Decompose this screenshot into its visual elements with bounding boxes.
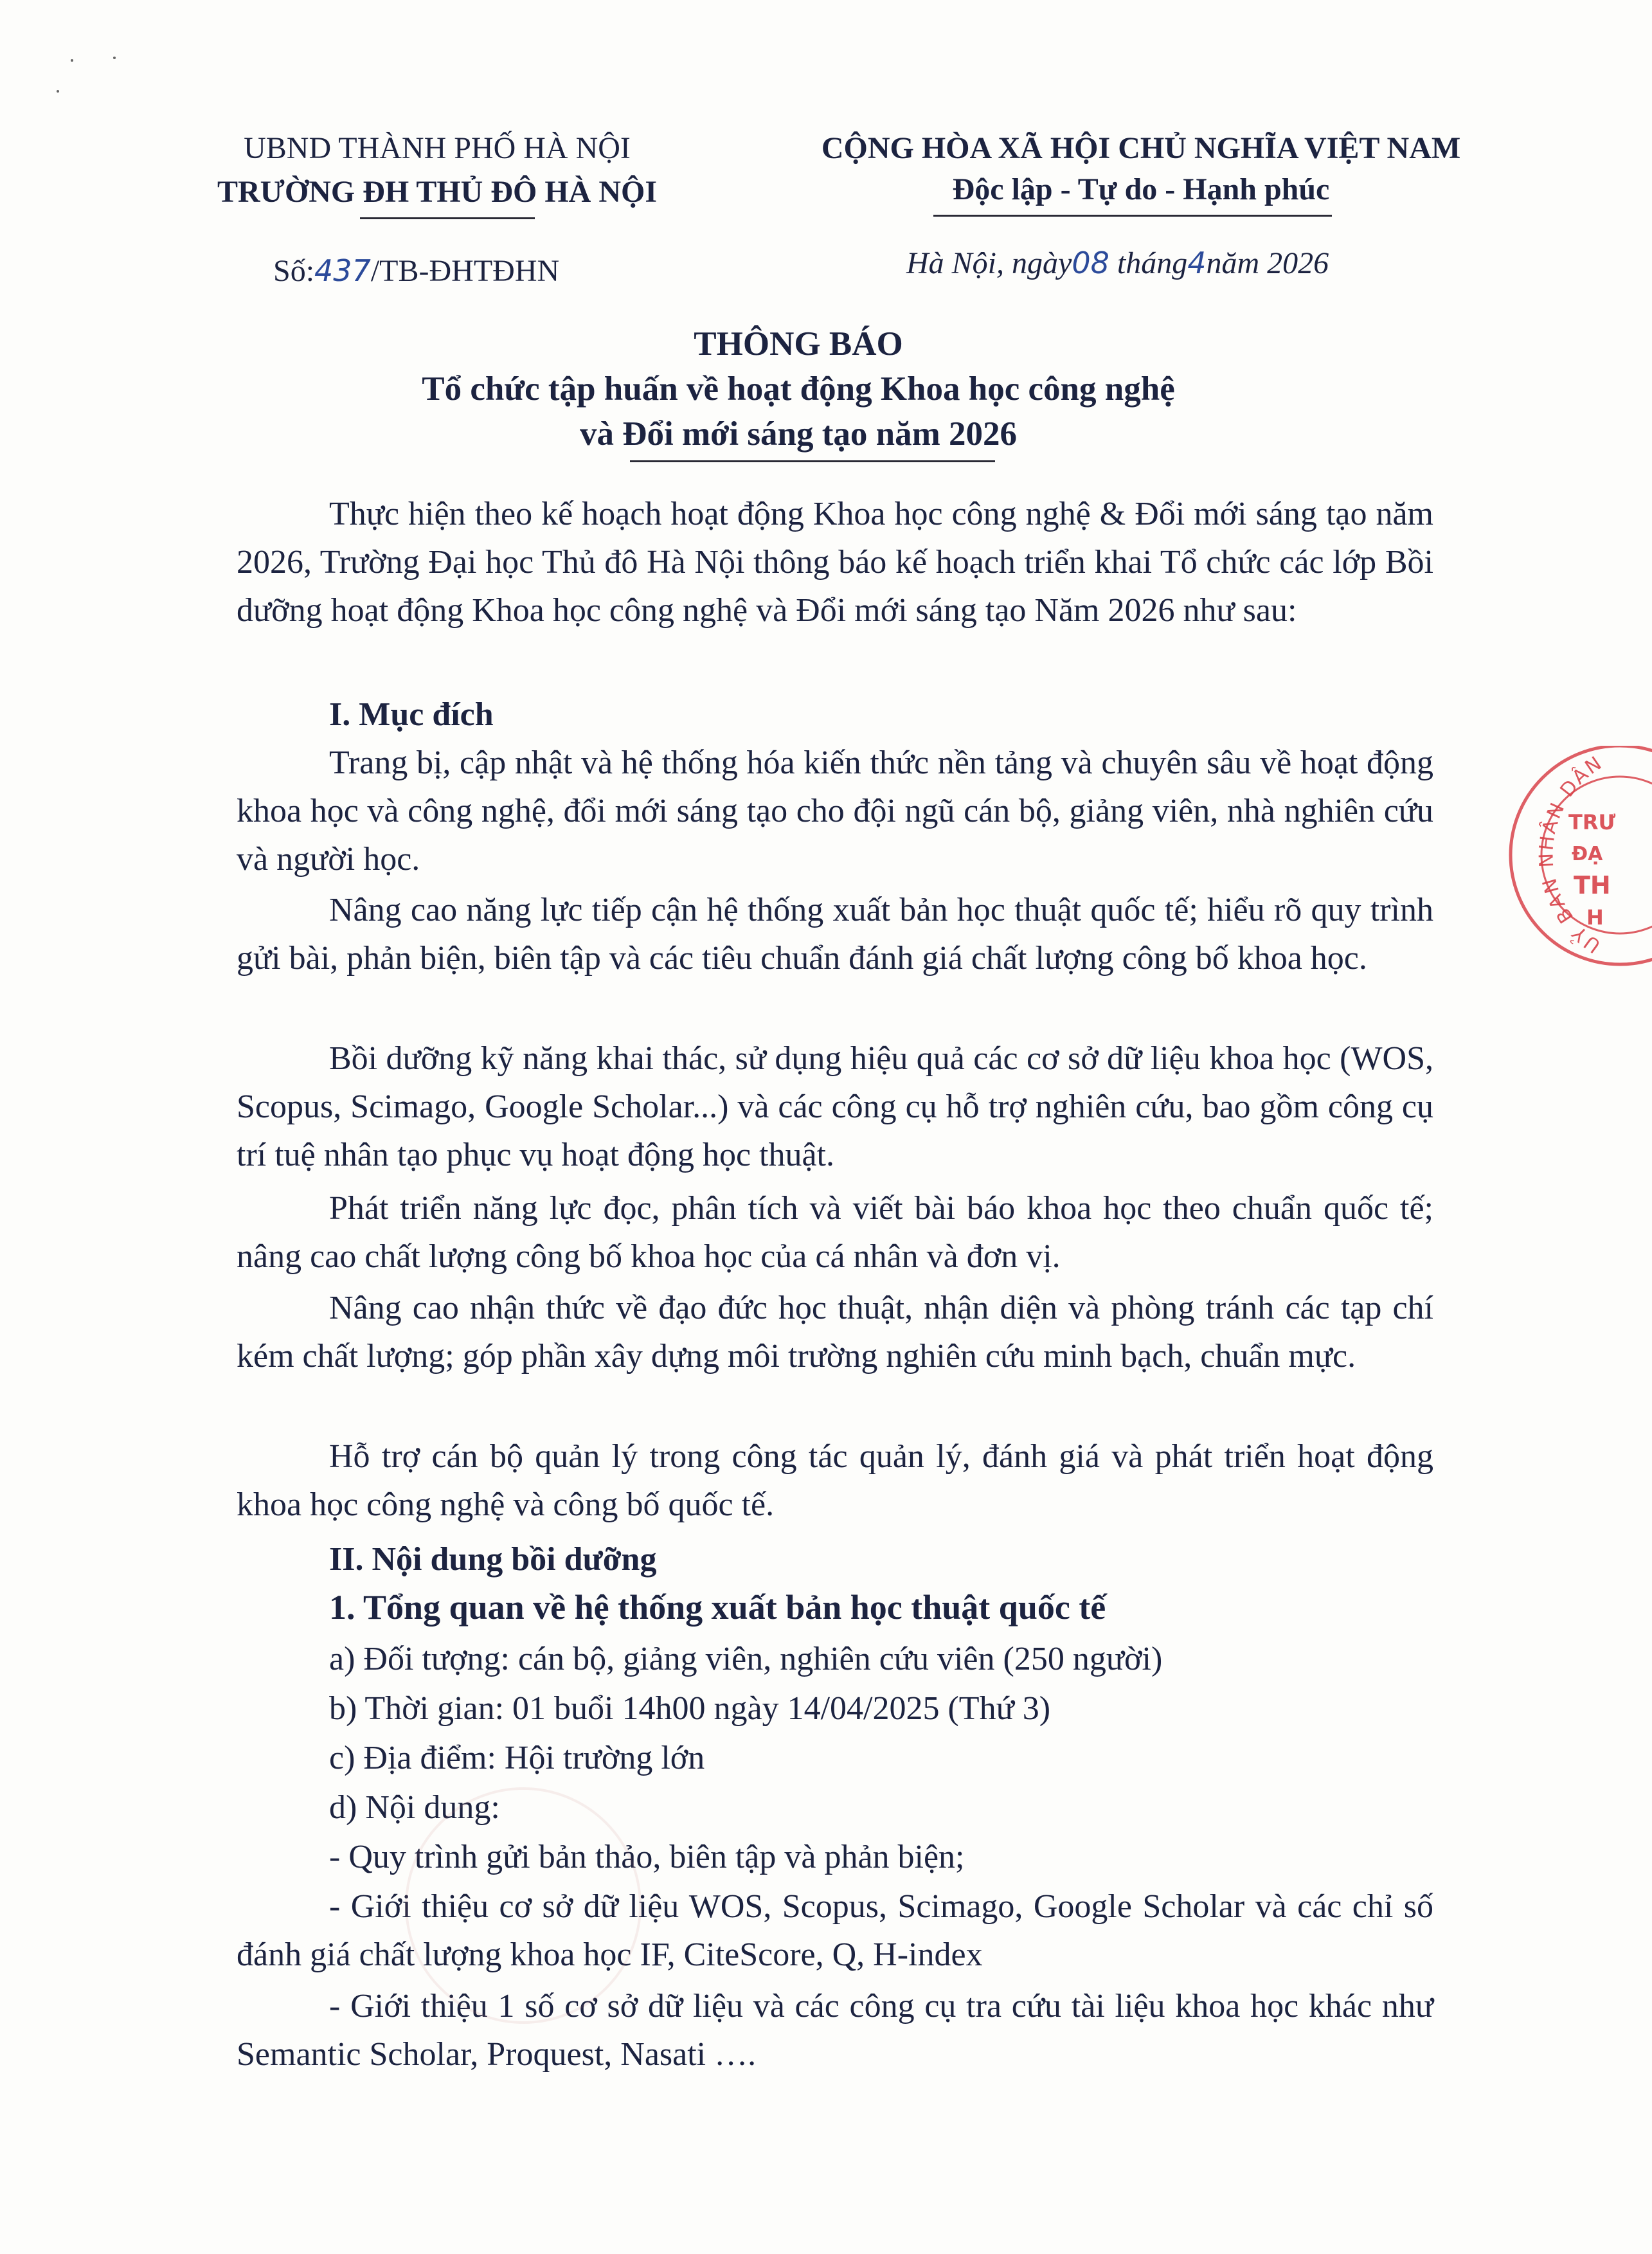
purpose-paragraph-4: Phát triển năng lực đọc, phân tích và viết bài báo khoa học theo chuẩn quốc tế; nâng cao chất lượng công bố khoa học của cá nhân và đơn vị. xyxy=(237,1190,1433,1275)
red-stamp xyxy=(1491,746,1652,977)
date-month-label: tháng xyxy=(1117,246,1188,280)
purpose-paragraph-3: Bồi dưỡng kỹ năng khai thác, sử dụng hiệu quả các cơ sở dữ liệu khoa học (WOS, Scopus, Scimago, Google Scholar...) và các công cụ hỗ trợ nghiên cứu, bao gồm công cụ trí tuệ nhân tạo phục vụ hoạt động học thuật. xyxy=(237,1040,1433,1173)
detail-location: c) Địa điểm: Hội trường lớn xyxy=(329,1740,705,1776)
date-day-handwritten: 08 xyxy=(1072,246,1109,280)
section-2-title: II. Nội dung bồi dưỡng xyxy=(329,1541,657,1578)
stamp-ring-text: UỶ BAN NHÂN DÂN xyxy=(1535,751,1608,957)
document-number xyxy=(273,249,559,293)
notice-title: THÔNG BÁO xyxy=(694,325,903,363)
date-month-handwritten: 4 xyxy=(1187,246,1207,280)
intro-paragraph: Thực hiện theo kế hoạch hoạt động Khoa học công nghệ & Đổi mới sáng tạo năm 2026, Trường Đại học Thủ đô Hà Nội thông báo kế hoạch triển khai Tổ chức các lớp Bồi dưỡng hoạt động Khoa học công nghệ và Đổi mới sáng tạo Năm 2026 như sau: xyxy=(237,496,1433,629)
date-year: năm 2026 xyxy=(1206,246,1329,280)
agency-line-1: UBND THÀNH PHỐ HÀ NỘI xyxy=(244,131,631,165)
doc-number-prefix: Số: xyxy=(273,254,315,288)
notice-subtitle-line-1: Tổ chức tập huấn về hoạt động Khoa học công nghệ xyxy=(422,370,1175,408)
content-item-1: - Quy trình gửi bản thảo, biên tập và phản biện; xyxy=(329,1839,965,1875)
scan-speck xyxy=(57,90,59,93)
stamp-line-1: TRƯ xyxy=(1568,810,1616,834)
content-item-2: - Giới thiệu cơ sở dữ liệu WOS, Scopus, Scimago, Google Scholar và các chỉ số đánh giá chất lượng khoa học IF, CiteScore, Q, H-index xyxy=(237,1888,1433,1973)
section-1-title: I. Mục đích xyxy=(329,696,494,733)
agency-underline xyxy=(360,217,535,219)
issue-date xyxy=(906,242,1329,285)
faint-seal-bleedthrough xyxy=(405,1787,642,2024)
purpose-paragraph-5: Nâng cao nhận thức về đạo đức học thuật, nhận diện và phòng tránh các tạp chí kém chất lượng; góp phần xây dựng môi trường nghiên cứu minh bạch, chuẩn mực. xyxy=(237,1290,1433,1375)
stamp-graphic xyxy=(1491,746,1652,977)
purpose-paragraph-6: Hỗ trợ cán bộ quản lý trong công tác quản lý, đánh giá và phát triển hoạt động khoa học công nghệ và công bố quốc tế. xyxy=(237,1438,1433,1523)
doc-number-suffix: /TB-ĐHTĐHN xyxy=(370,254,560,288)
date-place: Hà Nội, ngày xyxy=(906,246,1072,280)
purpose-paragraph-2: Nâng cao năng lực tiếp cận hệ thống xuất bản học thuật quốc tế; hiểu rõ quy trình gửi bài, phản biện, biên tập và các tiêu chuẩn đánh giá chất lượng công bố khoa học. xyxy=(237,892,1433,977)
national-motto-line-1: CỘNG HÒA XÃ HỘI CHỦ NGHĨA VIỆT NAM xyxy=(821,131,1461,165)
detail-content-label: d) Nội dung: xyxy=(329,1789,500,1826)
purpose-paragraph-1: Trang bị, cập nhật và hệ thống hóa kiến thức nền tảng và chuyên sâu về hoạt động khoa học và công nghệ, đổi mới sáng tạo cho đội ngũ cán bộ, giảng viên, nhà nghiên cứu và người học. xyxy=(237,744,1433,878)
doc-number-handwritten: 437 xyxy=(314,253,371,288)
stamp-line-4: H xyxy=(1586,905,1604,930)
motto-underline xyxy=(933,215,1332,217)
scan-speck xyxy=(113,57,116,59)
title-underline xyxy=(630,460,995,462)
scan-speck xyxy=(71,59,73,62)
detail-audience: a) Đối tượng: cán bộ, giảng viên, nghiên cứu viên (250 người) xyxy=(329,1641,1163,1677)
agency-line-2: TRƯỜNG ĐH THỦ ĐÔ HÀ NỘI xyxy=(217,175,658,209)
content-item-3: - Giới thiệu 1 số cơ sở dữ liệu và các công cụ tra cứu tài liệu khoa học khác như Semantic Scholar, Proquest, Nasati …. xyxy=(237,1988,1433,2073)
notice-subtitle-line-2: và Đổi mới sáng tạo năm 2026 xyxy=(579,415,1018,453)
subsection-1-title: 1. Tổng quan về hệ thống xuất bản học thuật quốc tế xyxy=(329,1588,1106,1627)
stamp-line-3: TH xyxy=(1574,871,1611,899)
stamp-line-2: ĐẠ xyxy=(1572,843,1603,865)
national-motto-line-2: Độc lập - Tự do - Hạnh phúc xyxy=(952,172,1330,206)
detail-time: b) Thời gian: 01 buổi 14h00 ngày 14/04/2025 (Thứ 3) xyxy=(329,1690,1051,1727)
